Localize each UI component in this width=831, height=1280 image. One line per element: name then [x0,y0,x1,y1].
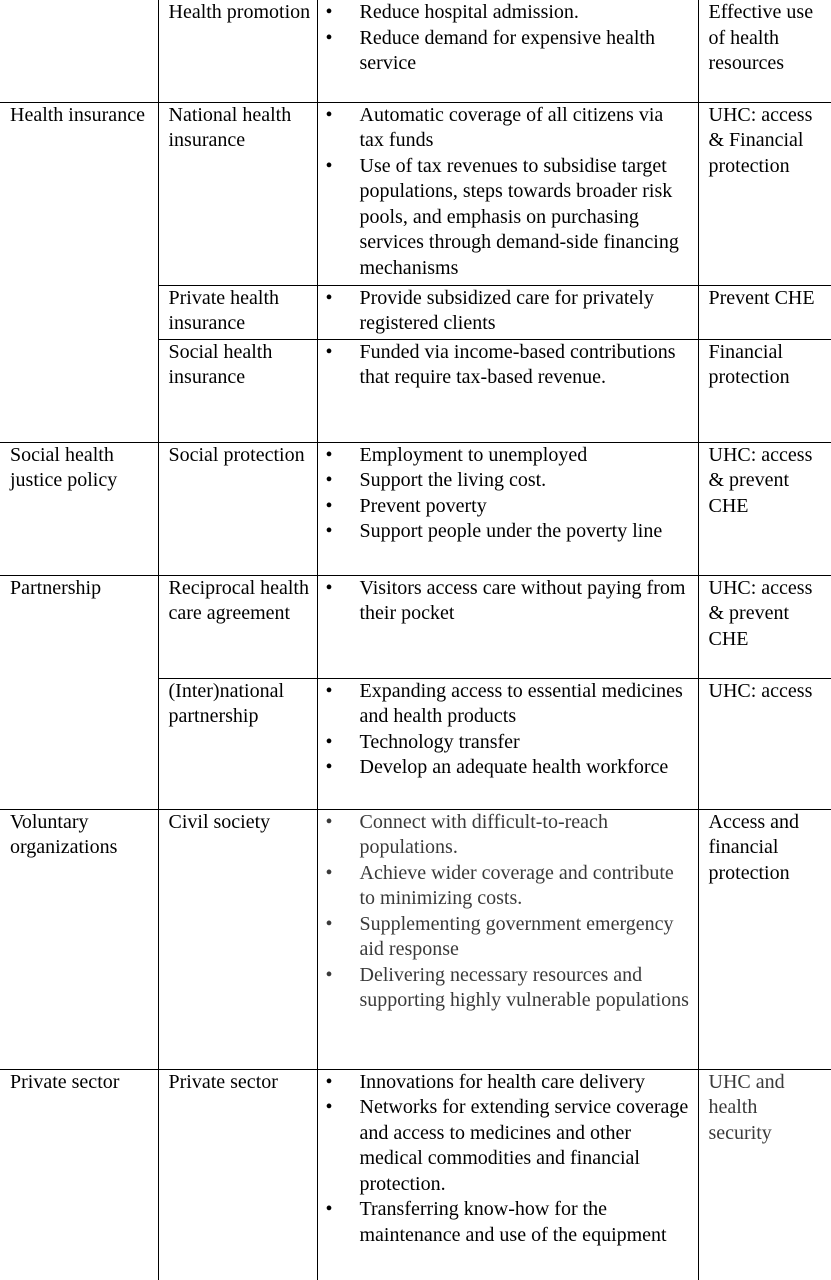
measure-item: • Innovations for health care delivery [360,1070,692,1096]
mechanism-cell: Health promotion [158,0,317,102]
measures-cell [317,339,698,442]
measures-cell [317,678,698,809]
table-row [0,0,831,102]
measure-list [360,103,692,282]
measure-list [360,340,692,391]
mechanism-cell: Social health insurance [158,339,317,442]
outcome-cell: Financial protection [698,339,831,442]
measure-item: • Supplementing government emergency aid response [360,912,692,963]
measure-item: • Develop an adequate health workforce [360,755,692,781]
mechanism-cell: Private health insurance [158,285,317,339]
outcome-cell: UHC: access & prevent CHE [698,575,831,678]
measure-item: • Networks for extending service coverage and access to medicines and other medical commodities and financial protection. [360,1095,692,1197]
measure-item: • Automatic coverage of all citizens via tax funds [360,103,692,154]
measure-item: • Connect with difficult-to-reach populations. [360,810,692,861]
outcome-cell: UHC: access & Financial protection [698,102,831,285]
mechanism-cell: Social protection [158,442,317,575]
category-cell [0,0,158,102]
measure-item: • Transferring know-how for the maintenance and use of the equipment [360,1197,692,1248]
measure-item: • Technology transfer [360,730,692,756]
mechanism-cell: (Inter)national partnership [158,678,317,809]
measure-item: • Achieve wider coverage and contribute to minimizing costs. [360,861,692,912]
measures-cell [317,285,698,339]
measure-item: • Prevent poverty [360,494,692,520]
measure-item: • Support the living cost. [360,468,692,494]
category-cell: Health insurance [0,102,158,442]
table-row [0,575,831,678]
measure-item: • Expanding access to essential medicines and health products [360,679,692,730]
outcome-cell: UHC and health security [698,1069,831,1280]
measures-cell [317,809,698,1069]
measure-item: • Reduce demand for expensive health service [360,26,692,77]
measure-list [360,679,692,781]
outcome-cell: UHC: access & prevent CHE [698,442,831,575]
measures-cell [317,575,698,678]
measure-list [360,0,692,77]
category-cell: Private sector [0,1069,158,1280]
measures-cell [317,1069,698,1280]
table-row [0,442,831,575]
mechanism-cell: National health insurance [158,102,317,285]
measure-item: • Support people under the poverty line [360,519,692,545]
mechanism-cell: Private sector [158,1069,317,1280]
measure-list [360,443,692,545]
category-cell: Voluntary organizations [0,809,158,1069]
measure-item: • Reduce hospital admission. [360,0,692,26]
measure-item: • Use of tax revenues to subsidise target populations, steps towards broader risk pools, and emphasis on purchasing services through demand-side financing mechanisms [360,154,692,282]
category-cell: Partnership [0,575,158,809]
measure-item: • Employment to unemployed [360,443,692,469]
table-row [0,1069,831,1280]
measures-cell [317,102,698,285]
measures-cell [317,442,698,575]
measure-list [360,286,692,337]
measure-list [360,1070,692,1249]
outcome-cell: Prevent CHE [698,285,831,339]
measure-item: • Visitors access care without paying from their pocket [360,576,692,627]
table-row [0,809,831,1069]
mechanism-cell: Reciprocal health care agreement [158,575,317,678]
measures-cell [317,0,698,102]
outcome-cell: UHC: access [698,678,831,809]
measure-item: • Provide subsidized care for privately registered clients [360,286,692,337]
table-row [0,102,831,285]
outcome-cell: Access and financial protection [698,809,831,1069]
measure-item: • Delivering necessary resources and supporting highly vulnerable populations [360,963,692,1014]
measure-item: • Funded via income-based contributions that require tax-based revenue. [360,340,692,391]
category-cell: Social health justice policy [0,442,158,575]
measure-list [360,810,692,1014]
measure-list [360,576,692,627]
outcome-cell: Effective use of health resources [698,0,831,102]
mechanism-cell: Civil society [158,809,317,1069]
